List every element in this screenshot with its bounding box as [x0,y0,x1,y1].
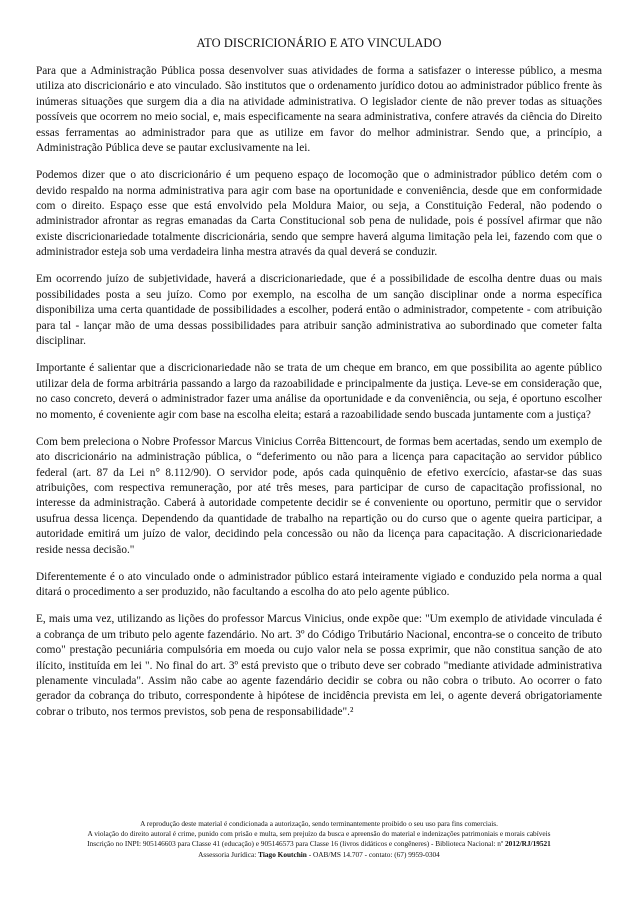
paragraph-6: Diferentemente é o ato vinculado onde o administrador público estará inteiramente vigiado e conduzido pela norma a qual ditará o procedimento a ser produzido, não facultando a escolha do ato pelo agente público. [36,570,602,599]
footer-registration [30,839,608,849]
footer-legal-label: Assessoria Jurídica: [198,849,259,859]
footer-registration-text: Inscrição no INPI: 905146603 para Classe 41 (educação) e 905146573 para Classe 16 (livros didáticos e congêneres) - Biblioteca Nacional: nº [87,839,506,849]
footer-legal-contact [30,850,608,860]
footer-legal-warning: A violação do direito autoral é crime, punido com prisão e multa, sem prejuízo da busca e apreensão do material e indenizações patrimoniais e morais cabíveis [87,829,551,839]
page-footer [30,819,608,860]
footer-registration-number: 2012/RJ/19521 [505,839,551,849]
footer-contact-info: - OAB/MS 14.707 - contato: (67) 9959-0304 [306,849,440,859]
footer-legal-name: Tiago Koutchin [258,849,307,859]
paragraph-7: E, mais uma vez, utilizando as lições do professor Marcus Vinicius, onde expõe que: "Um exemplo de atividade vinculada é a cobrança de um tributo pelo agente fazendário. No art. 3º do Código Tributário Nacional, encontra-se o conceito de tributo como" prestação pecuniária compulsória em moeda ou cujo valor nela se possa exprimir, que não constitua sanção de ato ilícito, instituída em lei ". No final do art. 3º está previsto que o tributo deve ser cobrado "mediante atividade administrativa plenamente vinculada". Assim não cabe ao agente fazendário decidir se cobra ou não cobra o tributo. Ao ocorrer o fato gerador da cobrança do tributo, correspondente à hipótese de incidência prevista em lei, o agente deverá obrigatoriamente cobrar o tributo, nos termos previstos, sob pena de responsabilidade".² [36,613,602,718]
paragraph-5: Com bem preleciona o Nobre Professor Marcus Vinicius Corrêa Bittencourt, de formas bem acertadas, sendo um exemplo de ato discricionário na administração pública, o “deferimento ou não para a licença para capacitação ao servidor público federal (art. 87 da Lei n° 8.112/90). O servidor pode, após cada quinquênio de efetivo exercício, afastar-se das suas atribuições, com respectiva remuneração, por até três meses, para participar de curso de capacitação profissional, no interesse da administração. Caberá à autoridade competente decidir se é conveniente ou oportuno, permitir que o servidor usufrua dessa licença. Dependendo da quantidade de trabalho na repartição ou do curso que o agente queira participar, a autoridade emitirá um juízo de valor, decidindo pela concessão ou não da licença para capacitação. A discricionariedade reside nessa decisão." [36,435,602,556]
document-title: ATO DISCRICIONÁRIO E ATO VINCULADO [196,36,442,50]
paragraph-4: Importante é salientar que a discricionariedade não se trata de um cheque em branco, em que possibilita ao agente público utilizar dela de forma arbitrária passando a largo da razoabilidade e principalmente da justiça. Leve-se em consideração que, no caso concreto, deverá o administrador fazer uma análise da oportunidade e da conveniência, ou seja, é oportuno escolher no momento, é coveniente agir com base na escolha eleita; estará a razoabilidade sendo buscada juntamente com a justiça? [36,362,602,421]
paragraph-1: Para que a Administração Pública possa desenvolver suas atividades de forma a satisfazer o interesse público, a mesma utiliza ato discricionário e ato vinculado. São institutos que o ordenamento jurídico dotou ao administrador público frente às inúmeras situações que surgem dia a dia na atividade administrativa. O legislador ciente de não prever todas as situações possíveis que ocorrem no meio social, e, mais especificamente na seara administrativa, confere através da ciência do Direito essas ferramentas ao administrador para que as utilize em favor do melhor administrar. Sendo que, a princípio, a Administração Pública deve se pautar exclusivamente na lei. [36,65,602,155]
footer-copyright-notice: A reprodução deste material é condicionada a autorização, sendo terminantemente proibido o seu uso para fins comerciais. [140,819,498,828]
paragraph-3: Em ocorrendo juízo de subjetividade, haverá a discricionariedade, que é a possibilidade de escolha dentre duas ou mais possibilidades posta a seu juízo. Como por exemplo, na escolha de um sanção disciplinar onde a norma específica disponibiliza uma certa quantidade de possibilidades a escolher, poderá então o administrador, competente - com atribuição para tal - lançar mão de uma dessas possibilidades para atribuir sanção administrativa ao subordinado que cometer falta disciplinar. [36,273,602,348]
paragraph-2: Podemos dizer que o ato discricionário é um pequeno espaço de locomoção que o administrador público detém com o devido respaldo na norma administrativa para agir com base na oportunidade e conveniência, desde que em conformidade com o direito. Espaço esse que está envolvido pela Moldura Maior, ou seja, a Constituição Federal, não podendo o administrador afrontar as regras emanadas da Carta Constitucional sob pena de nulidade, pois é possível afirmar que não existe discricionariedade totalmente discricionária, sendo que sempre haverá alguma limitação pela lei, fazendo com que o administrador esteja sob uma verdadeira linha mestra através da qual deverá se conduzir. [36,169,602,259]
